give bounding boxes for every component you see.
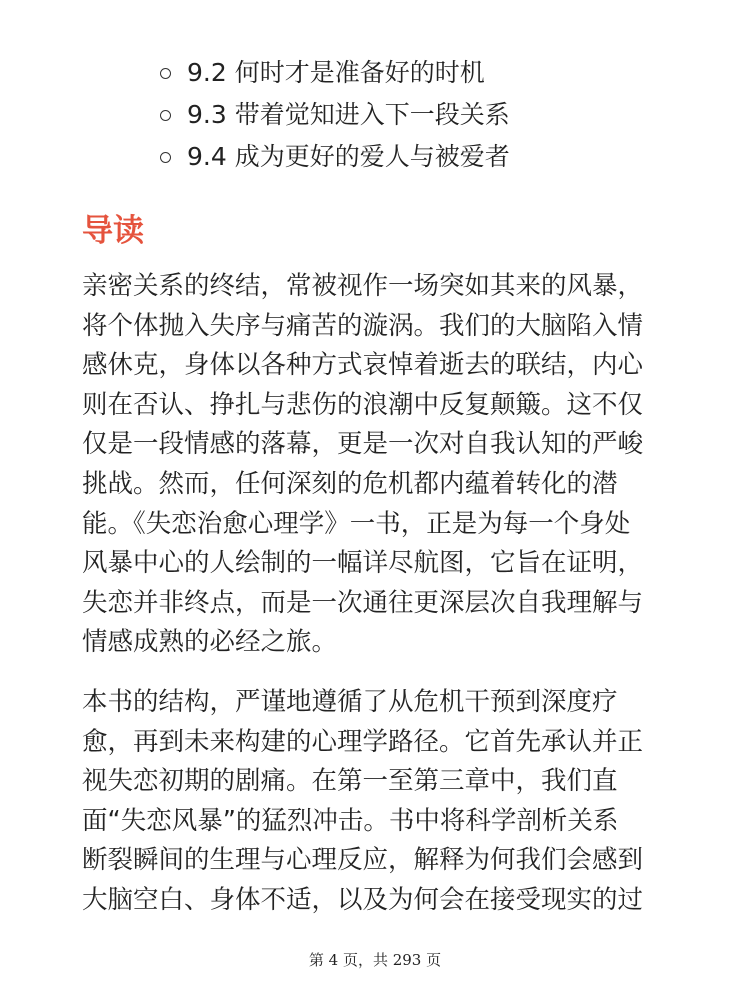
paragraph-line: 失恋并非终点，而是一次通往更深层次自我理解与 — [82, 587, 644, 618]
toc-item — [160, 136, 510, 178]
paragraph-line: 视失恋初期的剧痛。在第一至第三章中，我们直 — [82, 766, 618, 797]
paragraph-line: 能。《失恋治愈心理学》一书，正是为每一个身处 — [82, 508, 631, 539]
paragraph-line: 仅是一段情感的落幕，更是一次对自我认知的严峻 — [82, 429, 644, 460]
paragraph-line: 挑战。然而，任何深刻的危机都内蕴着转化的潜 — [82, 468, 618, 499]
paragraph-line: 面“失恋风暴”的猛烈冲击。书中将科学剖析关系 — [82, 805, 619, 836]
paragraph-line: 愈，再到未来构建的心理学路径。它首先承认并正 — [82, 726, 644, 757]
paragraph-line: 大脑空白、身体不适，以及为何会在接受现实的过 — [82, 884, 644, 915]
section-heading: 导读 — [82, 213, 144, 249]
paragraph-line: 则在否认、挣扎与悲伤的浪潮中反复颠簸。这不仅 — [82, 389, 644, 420]
toc-item-label: 9.2 何时才是准备好的时机 — [187, 58, 485, 87]
toc-item — [160, 52, 510, 94]
circle-bullet-icon — [160, 110, 171, 121]
toc-item — [160, 94, 510, 136]
circle-bullet-icon — [160, 152, 171, 163]
page-number-footer: 第 4 页，共 293 页 — [308, 951, 442, 969]
intro-paragraph — [82, 267, 674, 663]
paragraph-line: 感休克，身体以各种方式哀悼着逝去的联结，内心 — [82, 350, 644, 381]
paragraph-line: 风暴中心的人绘制的一幅详尽航图，它旨在证明， — [82, 548, 644, 579]
toc-item-label: 9.3 带着觉知进入下一段关系 — [187, 100, 510, 129]
paragraph-line: 情感成熟的必经之旅。 — [82, 627, 338, 658]
circle-bullet-icon — [160, 68, 171, 79]
paragraph-line: 亲密关系的终结，常被视作一场突如其来的风暴， — [82, 271, 644, 301]
paragraph-line: 断裂瞬间的生理与心理反应，解释为何我们会感到 — [82, 845, 644, 876]
toc-list — [160, 52, 510, 178]
paragraph-line: 本书的结构，严谨地遵循了从危机干预到深度疗 — [82, 687, 618, 717]
toc-item-label: 9.4 成为更好的爱人与被爱者 — [187, 142, 510, 171]
structure-paragraph — [82, 683, 674, 921]
paragraph-line: 将个体抛入失序与痛苦的漩涡。我们的大脑陷入情 — [82, 310, 644, 341]
